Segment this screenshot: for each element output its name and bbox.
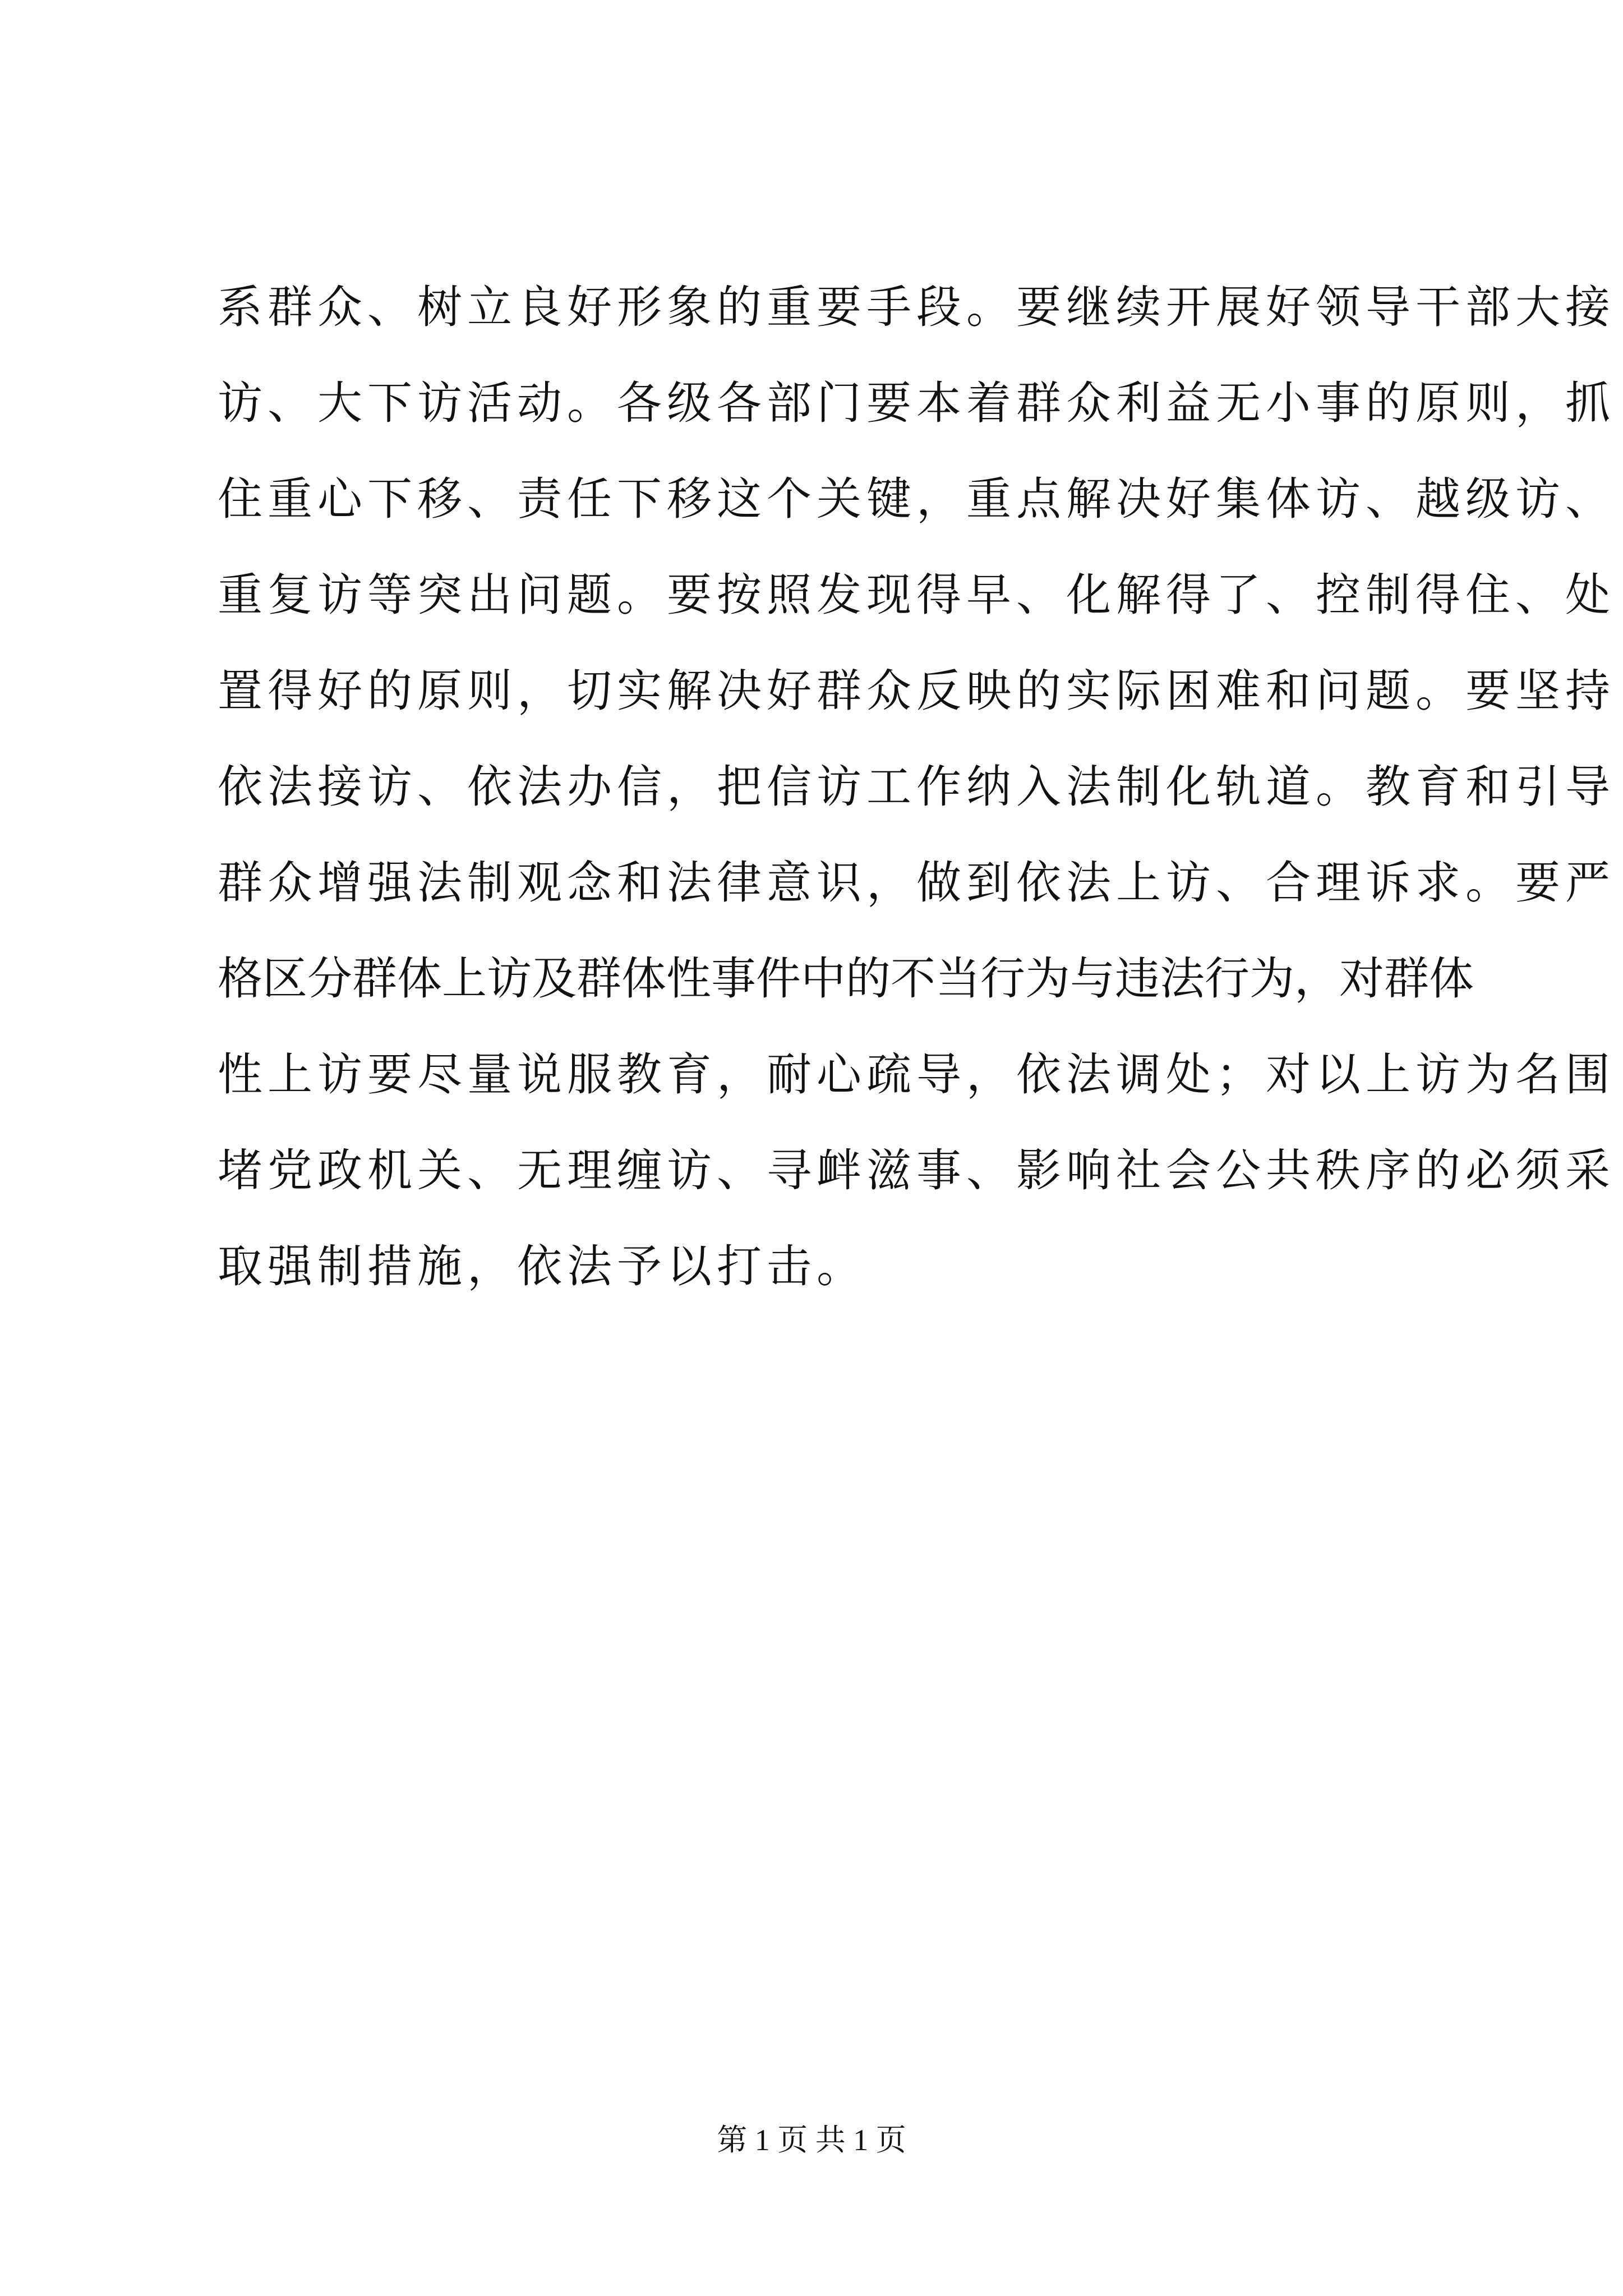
paragraph-line: 访、大下访活动。各级各部门要本着群众利益无小事的原则，抓 — [218, 377, 1615, 429]
paragraph-line: 住重心下移、责任下移这个关键，重点解决好集体访、越级访、 — [218, 473, 1615, 525]
paragraph-line: 系群众、树立良好形象的重要手段。要继续开展好领导干部大接 — [218, 281, 1615, 333]
paragraph-line: 格区分群体上访及群体性事件中的不当行为与违法行为，对群体 — [218, 953, 1474, 1005]
paragraph-line: 重复访等突出问题。要按照发现得早、化解得了、控制得住、处 — [218, 569, 1615, 621]
paragraph-line: 取强制措施，依法予以打击。 — [218, 1240, 866, 1292]
body-paragraph — [218, 259, 1615, 1314]
page-footer: 第 1 页 共 1 页 — [717, 2123, 906, 2157]
paragraph-line: 依法接访、依法办信，把信访工作纳入法制化轨道。教育和引导 — [218, 761, 1615, 813]
paragraph-line: 置得好的原则，切实解决好群众反映的实际困难和问题。要坚持 — [218, 665, 1615, 717]
paragraph-line: 群众增强法制观念和法律意识，做到依法上访、合理诉求。要严 — [218, 857, 1615, 909]
paragraph-line: 堵党政机关、无理缠访、寻衅滋事、影响社会公共秩序的必须采 — [218, 1144, 1615, 1197]
paragraph-line: 性上访要尽量说服教育，耐心疏导，依法调处；对以上访为名围 — [218, 1048, 1615, 1101]
